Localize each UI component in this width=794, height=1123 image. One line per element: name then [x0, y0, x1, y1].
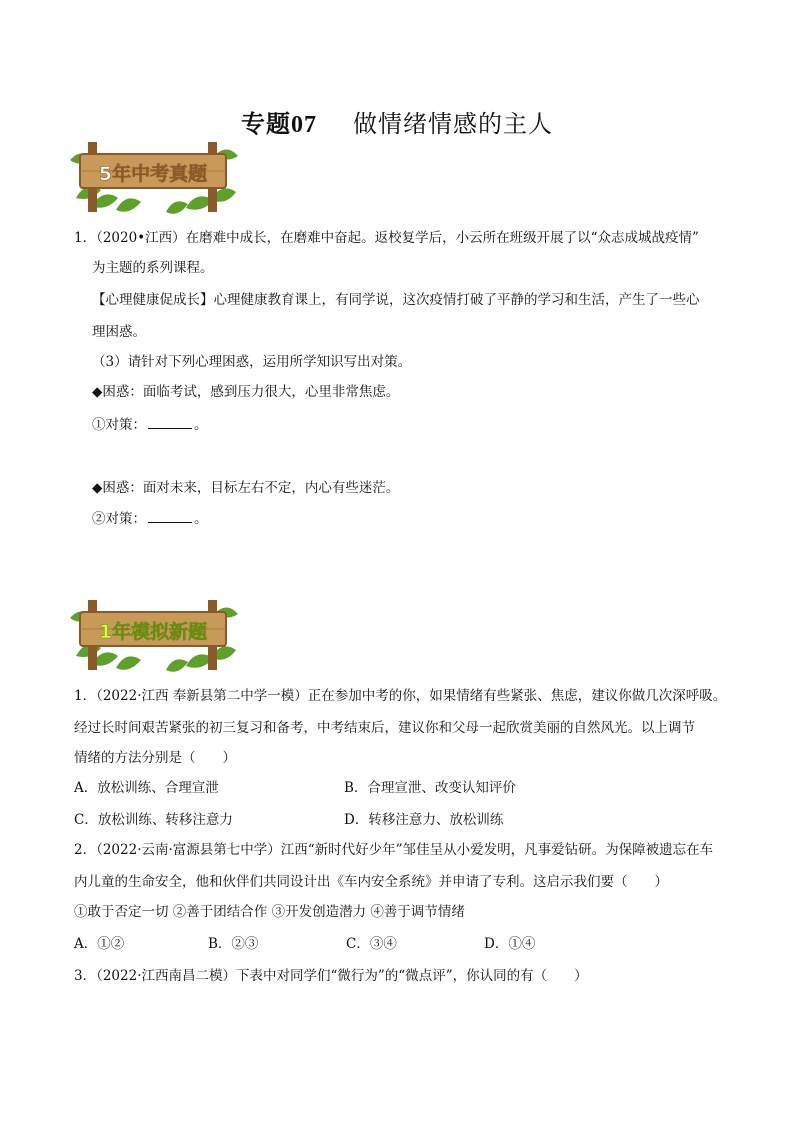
title-text: 做情绪情感的主人	[353, 110, 553, 138]
s2-q2-line1: 2．（2022·云南·富源县第七中学）江西“新时代好少年”邹佳呈从小爱发明，凡事爱钻研。为保障被遗忘在车	[74, 842, 714, 858]
answer1-blank[interactable]	[148, 414, 192, 429]
s2-q3-line1: 3．（2022·江西南昌二模）下表中对同学们“微行为”的“微点评”，你认同的有（ ）	[74, 968, 588, 984]
s2-q1-option-d[interactable]: D．转移注意力、放松训练	[344, 812, 504, 828]
s2-q2-line2: 内儿童的生命安全，他和伙伴们共同设计出《车内安全系统》并申请了专利。这启示我们要（ ）	[74, 874, 668, 890]
answer2-label: ②对策：	[92, 511, 146, 527]
q1-answer2[interactable]	[92, 508, 208, 529]
s2-q1-line1: 1．（2022·江西 奉新县第二中学一模）正在参加中考的你，如果情绪有些紧张、焦虑，建议你做几次深呼吸。	[74, 688, 727, 704]
q1-line3: 【心理健康促成长】心理健康教育课上，有同学说，这次疫情打破了平静的学习和生活，产生了一些心	[92, 292, 700, 308]
s2-q1-option-c[interactable]: C．放松训练、转移注意力	[74, 812, 233, 828]
s2-q1-option-b[interactable]: B．合理宣泄、改变认知评价	[344, 780, 516, 796]
page-title	[0, 104, 794, 139]
s2-q2-option-b[interactable]: B．②③	[208, 936, 259, 952]
s2-q2-option-a[interactable]: A．①②	[74, 936, 125, 952]
s2-q2-line3: ①敢于否定一切 ②善于团结合作 ③开发创造潜力 ④善于调节情绪	[74, 904, 465, 920]
q1-confusion2: ◆困惑：面对未来，目标左右不定，内心有些迷茫。	[92, 480, 400, 496]
s2-q2-option-d[interactable]: D．①④	[484, 936, 536, 952]
title-number: 专题07	[241, 112, 317, 138]
q1-answer1[interactable]	[92, 414, 208, 435]
wood-sign-leaves-icon	[66, 598, 241, 676]
answer1-label: ①对策：	[92, 417, 146, 433]
q1-line5: （3）请针对下列心理困惑，运用所学知识写出对策。	[92, 354, 412, 370]
banner-text: 5年中考真题	[98, 163, 208, 185]
section-banner-exam	[66, 140, 241, 218]
q1-line2: 为主题的系列课程。	[92, 260, 214, 276]
banner-text: 1年模拟新题	[98, 621, 208, 643]
q1-confusion1: ◆困惑：面临考试，感到压力很大，心里非常焦虑。	[92, 384, 400, 400]
q1-line4: 理困惑。	[92, 324, 146, 340]
section-banner-mock	[66, 598, 241, 676]
answer1-end: 。	[194, 417, 208, 433]
s2-q1-line2: 经过长时间艰苦紧张的初三复习和备考，中考结束后，建议你和父母一起欣赏美丽的自然风光。以上调节	[74, 720, 695, 736]
wood-sign-leaves-icon	[66, 140, 241, 218]
s2-q2-option-c[interactable]: C．③④	[346, 936, 397, 952]
s2-q1-line3: 情绪的方法分别是（ ）	[74, 750, 236, 766]
answer2-end: 。	[194, 511, 208, 527]
s2-q1-option-a[interactable]: A．放松训练、合理宣泄	[74, 780, 219, 796]
q1-line1: 1．（2020•江西）在磨难中成长，在磨难中奋起。返校复学后，小云所在班级开展了以“众志成城战疫情”	[74, 230, 699, 246]
answer2-blank[interactable]	[148, 508, 192, 523]
